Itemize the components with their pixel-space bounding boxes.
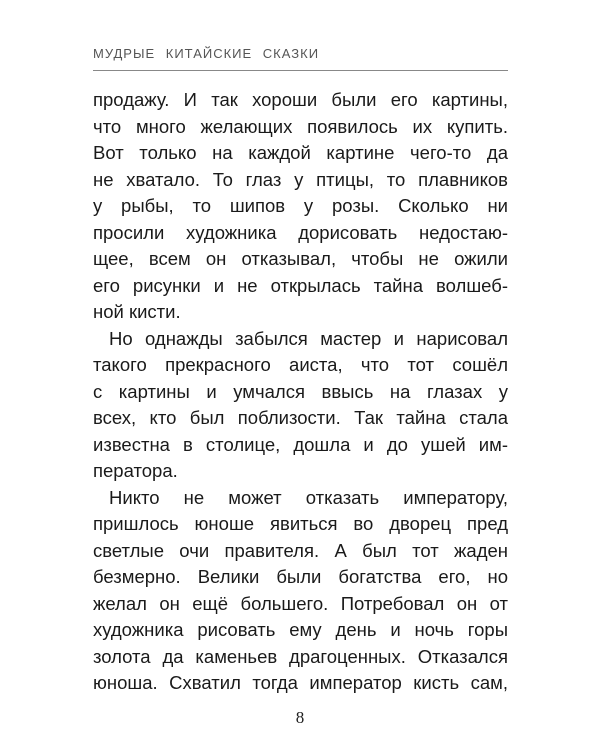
text-line: желал он ещё большего. Потребовал он от [93,592,508,614]
text-line: светлые очи правителя. А был тот жаден [93,539,508,561]
paragraph [93,87,508,326]
text-line: с картины и умчался ввысь на глазах у [93,380,508,402]
paragraph [93,485,508,697]
text-line: ператора. [93,460,178,481]
body-text [93,87,508,697]
text-line: пришлось юноше явиться во дворец пред [93,513,508,534]
text-line: что много желающих появилось их купить. [93,115,508,137]
text-line: такого прекрасного аиста, что тот сошёл [93,354,508,375]
text-line: не хватало. То глаз у птицы, то плавников [93,168,508,190]
paragraph [93,326,508,485]
text-line: всех, кто был поблизости. Так тайна стала [93,407,508,428]
text-line: Но однажды забылся мастер и нарисовал [109,327,508,349]
text-line: художника рисовать ему день и ночь горы [93,619,508,640]
text-line: продажу. И так хороши были его картины, [93,89,508,110]
text-line: юноша. Схватил тогда император кисть сам, [93,672,508,693]
text-line: просили художника дорисовать недостаю- [93,221,508,243]
page-number: 8 [295,708,305,727]
running-header: МУДРЫЕ КИТАЙСКИЕ СКАЗКИ [93,46,320,61]
header-rule [93,70,508,71]
text-line: Никто не может отказать императору, [109,486,508,508]
text-line: золота да каменьев драгоценных. Отказался [93,645,508,667]
text-line: Вот только на каждой картине чего-то да [93,142,508,163]
text-line: щее, всем он отказывал, чтобы не ожили [93,248,508,269]
text-line: известна в столице, дошла и до ушей им- [93,433,508,455]
text-line: ной кисти. [93,301,181,322]
text-line: его рисунки и не открылась тайна волшеб- [93,274,508,296]
text-line: у рыбы, то шипов у розы. Сколько ни [93,195,508,216]
text-line: безмерно. Велики были богатства его, но [93,566,508,587]
